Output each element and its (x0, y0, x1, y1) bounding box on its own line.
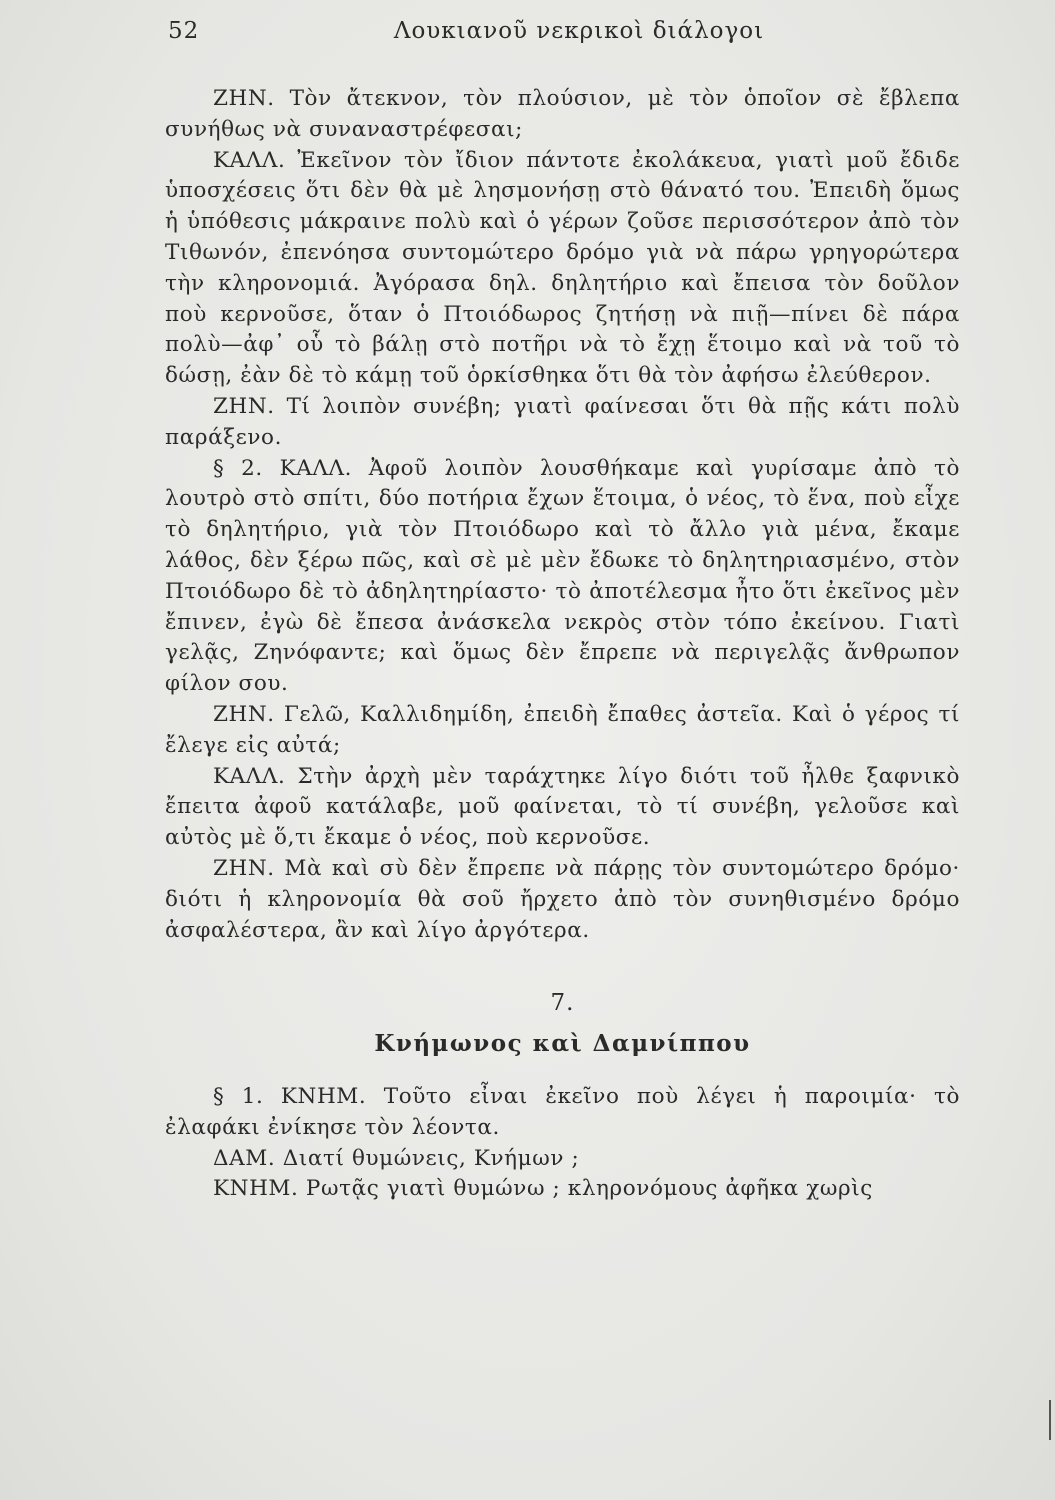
body-text (165, 84, 960, 1205)
chapter-number: 7. (550, 990, 575, 1017)
page-edge-mark (1049, 1400, 1051, 1440)
paragraph-zhn-4: ΖΗΝ. Μὰ καὶ σὺ δὲν ἔπρεπε νὰ πάρῃς τὸν συντομώτερο δρόμο· διότι ἡ κληρονομία θὰ σοῦ ἤρχετο ἀπὸ τὸν συνηθισμένο δρόμο ἀσφαλέστερα, ἂν καὶ λίγο ἀργότερα. (165, 855, 960, 943)
paragraph-knhm-2: ΚΝΗΜ. Ρωτᾷς γιατὶ θυμώνω ; κληρονόμους ἀφῆκα χωρὶς (213, 1176, 873, 1202)
chapter-title: Κνήμωνος καὶ Δαμνίππου (374, 1030, 751, 1058)
paragraph-kall-2: ΚΑΛΛ. Στὴν ἀρχὴ μὲν ταράχτηκε λίγο διότι τοῦ ἦλθε ξαφνικὸ ἔπειτα ἀφοῦ κατάλαβε, μοῦ φαίνεται, τὸ τί συνέβη, γελοῦσε καὶ αὐτὸς μὲ ὅ,τι ἔκαμε ὁ νέος, ποὺ κερνοῦσε. (165, 763, 960, 851)
paragraph-section-2: § 2. ΚΑΛΛ. Ἀφοῦ λοιπὸν λουσθήκαμε καὶ γυρίσαμε ἀπὸ τὸ λουτρὸ στὸ σπίτι, δύο ποτήρια ἔχων ἕτοιμα, ὁ νέος, τὸ ἕνα, ποὺ εἶχε τὸ δηλητήριο, γιὰ τὸν Πτοιόδωρο καὶ τὸ ἄλλο γιὰ μένα, ἔκαμε λάθος, δὲν ξέρω πῶς, καὶ σὲ μὲ μὲν ἔδωκε τὸ δηλητηριασμένο, στὸν Πτοιόδωρο δὲ τὸ ἀδηλητηρίαστο· τὸ ἀποτέλεσμα ἦτο ὅτι ἐκεῖνος μὲν ἔπινεν, ἐγὼ δὲ ἔπεσα ἀνάσκελα νεκρὸς στὸν τόπο ἐκείνου. Γιατὶ γελᾷς, Ζηνόφαντε; καὶ ὅμως δὲν ἔπρεπε νὰ περιγελᾷς ἄνθρωπον φίλον σου. (165, 455, 960, 697)
paragraph-dam-1: ΔΑΜ. Διατί θυμώνεις, Κνήμων ; (213, 1145, 580, 1171)
page-number: 52 (168, 18, 200, 44)
running-title: Λουκιανοῦ νεκρικοὶ διάλογοι (393, 18, 765, 44)
paragraph-zhn-1: ΖΗΝ. Τὸν ἄτεκνον, τὸν πλούσιον, μὲ τὸν ὁποῖον σὲ ἔβλεπα συνήθως νὰ συναναστρέφεσαι; (165, 86, 960, 142)
paragraph-zhn-3: ΖΗΝ. Γελῶ, Καλλιδημίδη, ἐπειδὴ ἔπαθες ἀστεῖα. Καὶ ὁ γέρος τί ἔλεγε εἰς αὐτά; (165, 701, 960, 758)
paragraph-knhm-1: § 1. ΚΝΗΜ. Τοῦτο εἶναι ἐκεῖνο ποὺ λέγει ἡ παροιμία· τὸ ἐλαφάκι ἐνίκησε τὸν λέοντα. (165, 1083, 960, 1140)
paragraph-zhn-2: ΖΗΝ. Τί λοιπὸν συνέβη; γιατὶ φαίνεσαι ὅτι θὰ πῇς κάτι πολὺ παράξενο. (165, 393, 960, 450)
paragraph-kall-1: ΚΑΛΛ. Ἐκεῖνον τὸν ἴδιον πάντοτε ἐκολάκευα, γιατὶ μοῦ ἔδιδε ὑποσχέσεις ὅτι δὲν θὰ μὲ λησμονήσῃ στὸ θάνατό του. Ἐπειδὴ ὅμως ἡ ὑπόθεσις μάκραινε πολὺ καὶ ὁ γέρων ζοῦσε περισσότερον ἀπὸ τὸν Τιθωνόν, ἐπενόησα συντομώτερο δρόμο γιὰ νὰ πάρω γρηγορώτερα τὴν κληρονομιά. Ἀγόρασα δηλ. δηλητήριο καὶ ἔπεισα τὸν δοῦλον ποὺ κερνοῦσε, ὅταν ὁ Πτοιόδωρος ζητήσῃ νὰ πιῇ—πίνει δὲ πάρα πολὺ—ἀφ᾽ οὗ τὸ βάλῃ στὸ ποτῆρι νὰ τὸ ἔχῃ ἕτοιμο καὶ νὰ τοῦ τὸ δώσῃ, ἐὰν δὲ τὸ κάμῃ τοῦ ὁρκίσθηκα ὅτι θὰ τὸν ἀφήσω ἐλεύθερον. (165, 147, 960, 389)
running-head (168, 18, 960, 52)
